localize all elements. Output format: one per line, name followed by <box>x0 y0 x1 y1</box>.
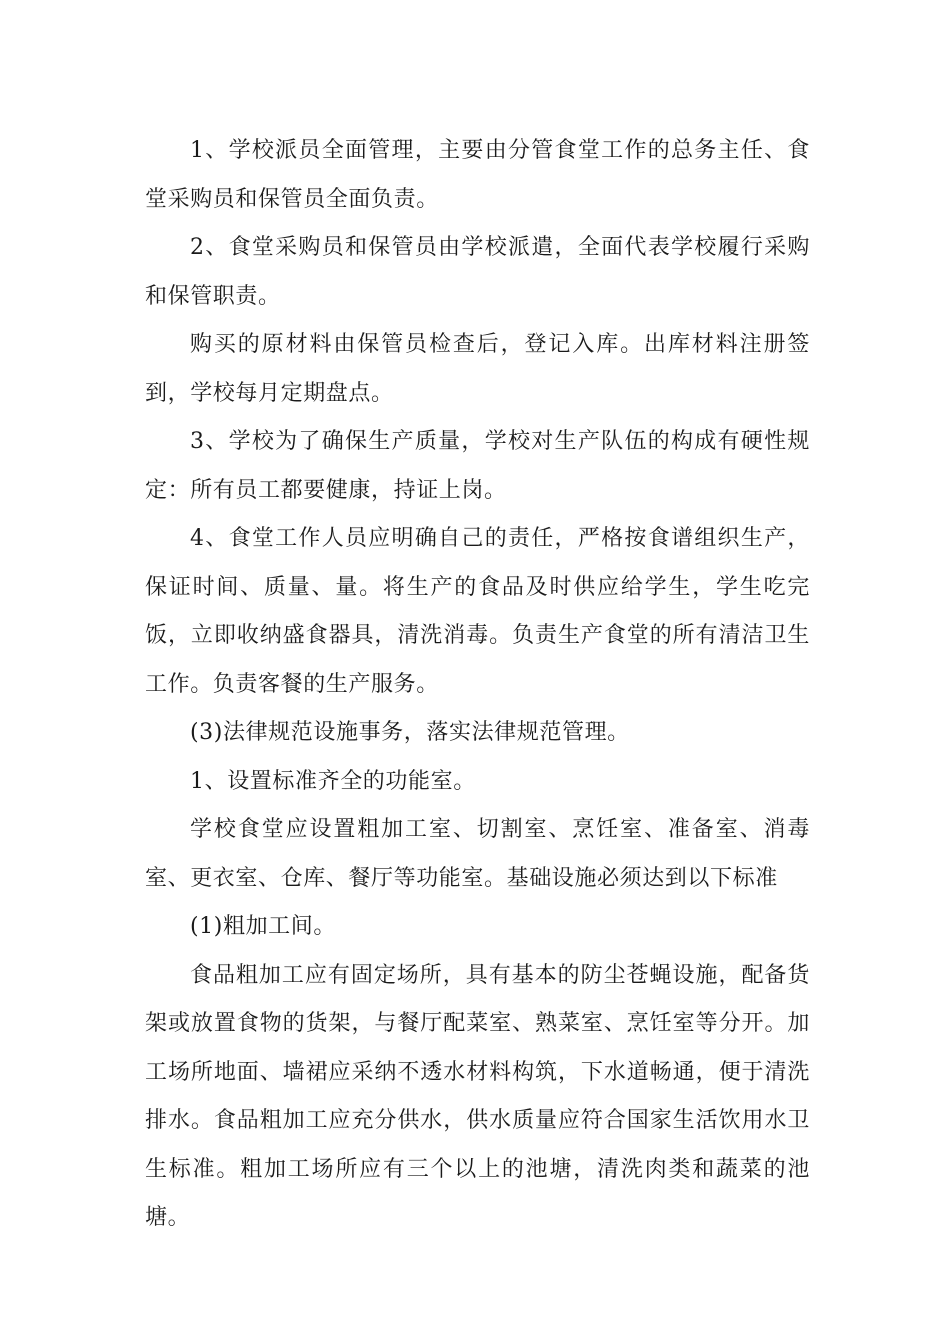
paragraph-5: 4、食堂工作人员应明确自己的责任，严格按食谱组织生产，保证时间、质量、量。将生产的食品及时供应给学生，学生吃完饭，立即收纳盛食器具，清洗消毒。负责生产食堂的所有清洁卫生工作。负责客餐的生产服务。 <box>145 526 810 697</box>
paragraph-3: 购买的原材料由保管员检查后，登记入库。出库材料注册签到，学校每月定期盘点。 <box>145 332 810 406</box>
paragraph-10: 食品粗加工应有固定场所，具有基本的防尘苍蝇设施，配备货架或放置食物的货架，与餐厅配菜室、熟菜室、烹饪室等分开。加工场所地面、墙裙应采纳不透水材料构筑，下水道畅通，便于清洗排水。食品粗加工应充分供水，供水质量应符合国家生活饮用水卫生标准。粗加工场所应有三个以上的池塘，清洗肉类和蔬菜的池塘。 <box>145 962 810 1230</box>
paragraph-2: 2、食堂采购员和保管员由学校派遣，全面代表学校履行采购和保管职责。 <box>145 235 810 309</box>
paragraph-6: (3)法律规范设施事务，落实法律规范管理。 <box>190 720 630 745</box>
paragraph-1: 1、学校派员全面管理，主要由分管食堂工作的总务主任、食堂采购员和保管员全面负责。 <box>145 138 810 212</box>
document-body <box>145 127 810 1243</box>
paragraph-9: (1)粗加工间。 <box>190 914 336 939</box>
paragraph-8: 学校食堂应设置粗加工室、切割室、烹饪室、准备室、消毒室、更衣室、仓库、餐厅等功能室。基础设施必须达到以下标准 <box>145 817 810 891</box>
paragraph-4: 3、学校为了确保生产质量，学校对生产队伍的构成有硬性规定：所有员工都要健康，持证上岗。 <box>145 429 810 503</box>
paragraph-7: 1、设置标准齐全的功能室。 <box>190 768 476 794</box>
